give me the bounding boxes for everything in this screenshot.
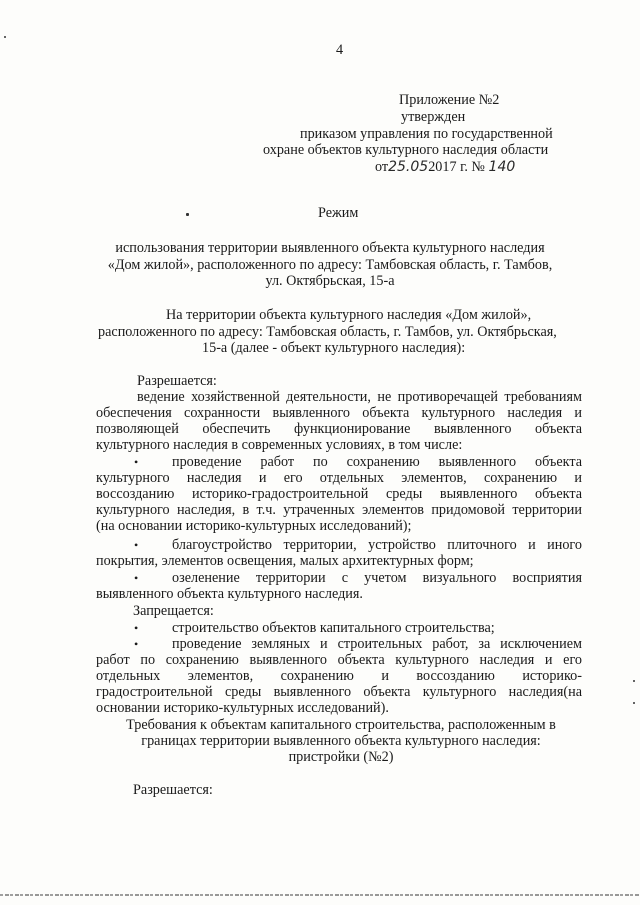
list-item-line: покрытия, элементов освещения, малых архитектурных форм; [96, 553, 474, 569]
bullet-icon: • [134, 637, 139, 651]
scan-speck [633, 702, 635, 704]
requirements-line: границах территории выявленного объекта культурного наследия: [141, 733, 541, 749]
appendix-order: приказом управления по государственной [300, 126, 553, 142]
handwritten-date: 25.05 [388, 159, 429, 175]
list-item-line: проведение земляных и строительных работ, за исключением [172, 636, 582, 652]
date-suffix: 2017 г. № [428, 159, 485, 175]
scan-speck [186, 213, 189, 216]
list-item-line: (на основании историко-культурных исследований); [96, 518, 412, 534]
subtitle-line: «Дом жилой», расположенного по адресу: Тамбовская область, г. Тамбов, [107, 257, 553, 273]
appendix-date-line [375, 159, 515, 175]
allowed-heading-2: Разрешается: [133, 782, 213, 798]
subtitle-line: использования территории выявленного объекта культурного наследия [115, 240, 545, 256]
intro-line: 15-а (далее - объект культурного наследия): [202, 340, 466, 356]
requirements-line: Требования к объектам капитального строительства, расположенным в [126, 717, 556, 733]
bullet-icon: • [134, 571, 139, 585]
handwritten-number: 140 [488, 159, 516, 175]
list-item-line: отдельных элементов, сохранению и воссозданию историко- [96, 668, 582, 684]
bullet-icon: • [134, 455, 139, 469]
intro-line: На территории объекта культурного наследия «Дом жилой», [166, 307, 532, 323]
list-item-line: культурного наследия, в т.ч. утраченных элементов придомовой территории [96, 502, 582, 518]
allowed-para-line: ведение хозяйственной деятельности, не противоречащей требованиям [137, 389, 582, 405]
appendix-approved: утвержден [401, 109, 466, 125]
bullet-icon: • [134, 538, 139, 552]
list-item-line: основании историко-культурных исследований). [96, 700, 389, 716]
requirements-line: пристройки (№2) [288, 749, 394, 765]
list-item-line: культурного наследия и его отдельных элементов, сохранению и [96, 470, 582, 486]
bullet-icon: • [134, 621, 139, 635]
intro-line: расположенного по адресу: Тамбовская область, г. Тамбов, ул. Октябрьская, [98, 324, 557, 340]
list-item-line: работ по сохранению выявленного объекта культурного наследия и его [96, 652, 582, 668]
list-item-line: проведение работ по сохранению выявленного объекта [172, 454, 582, 470]
list-item-line: строительство объектов капитального строительства; [172, 620, 495, 636]
appendix-authority: охране объектов культурного наследия области [263, 142, 549, 158]
subtitle-line: ул. Октябрьская, 15-а [265, 273, 395, 289]
appendix-title: Приложение №2 [399, 92, 500, 108]
allowed-para-line: культурного наследия в современных условиях, в том числе: [96, 437, 463, 453]
list-item-line: выявленного объекта культурного наследия. [96, 586, 363, 602]
list-item-line: градостроительной среды выявленного объекта культурного наследия(на [96, 684, 582, 700]
scan-speck [4, 36, 6, 38]
list-item-line: благоустройство территории, устройство плиточного и иного [172, 537, 582, 553]
list-item-line: озеленение территории с учетом визуального восприятия [172, 570, 582, 586]
date-prefix: от [375, 159, 389, 175]
allowed-para-line: обеспечения сохранности выявленного объекта культурного наследия и [96, 405, 582, 421]
allowed-para-line: позволяющей обеспечить функционирование выявленного объекта [96, 421, 582, 437]
scan-speck [633, 680, 635, 682]
allowed-heading: Разрешается: [137, 373, 217, 389]
page-number: 4 [336, 42, 344, 58]
document-title: Режим [318, 205, 359, 221]
scan-edge-line [0, 894, 640, 896]
list-item-line: воссозданию историко-градостроительной среды выявленного объекта [96, 486, 582, 502]
forbidden-heading: Запрещается: [133, 603, 214, 619]
